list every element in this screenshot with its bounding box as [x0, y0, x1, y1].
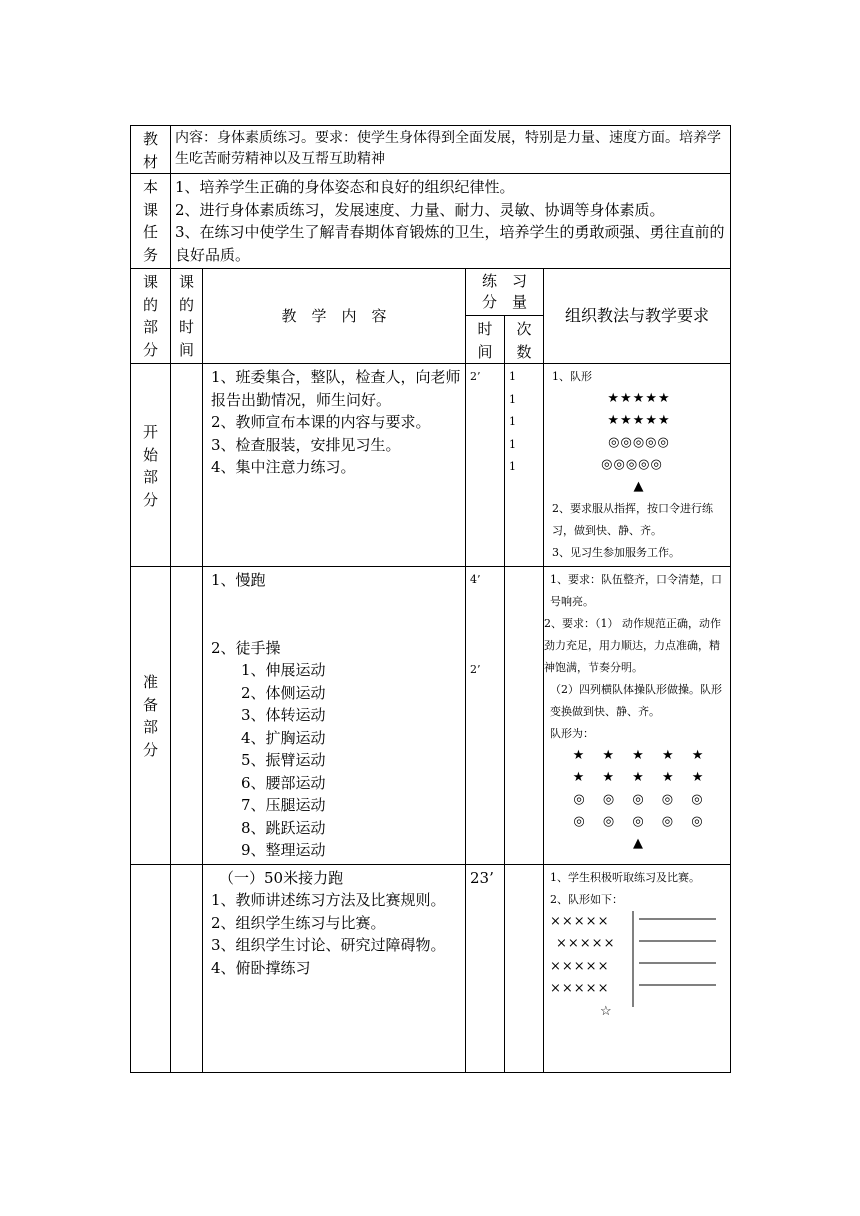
tasks-content: [171, 174, 731, 269]
start-content: [203, 364, 466, 567]
basic-item: 2、组织学生练习与比赛。: [211, 913, 386, 932]
start-method-note: 2、要求服从指挥，按口令进行练习，做到快、静、齐。: [552, 502, 713, 537]
lesson-plan-table: [130, 125, 731, 1073]
task-item: 3、在练习中使学生了解青春期体育锻炼的卫生，培养学生的勇敢顽强、勇往直前的良好品质。: [175, 223, 725, 264]
prep-formation: ★ ★ ★ ★ ★ ★ ★ ★ ★ ★ ◎ ◎ ◎ ◎ ◎ ◎ ◎ ◎ ◎ ◎ ▲: [572, 748, 704, 851]
start-item: 1、班委集合，整队，检查人，向老师报告出勤情况，师生问好。: [211, 368, 461, 409]
prep-method-note: （2）四列横队体操队形做操。队形变换做到快、静、齐。: [550, 683, 722, 718]
basic-title: （一）50米接力跑: [219, 868, 344, 887]
basic-practice-time: 23’: [466, 864, 505, 1072]
header-row: [131, 269, 731, 316]
start-time-cell: [171, 364, 203, 567]
material-row: [131, 126, 731, 174]
start-method: [544, 364, 731, 567]
relay-lanes: [630, 911, 730, 1007]
exercise-item: 2、体侧运动: [241, 683, 326, 702]
prep-jog: 1、慢跑: [211, 571, 266, 589]
tasks-row: [131, 174, 731, 269]
header-content: 教 学 内 容: [203, 269, 466, 364]
start-row: [131, 364, 731, 567]
basic-practice-count: [505, 864, 544, 1072]
start-item: 2、教师宣布本课的内容与要求。: [211, 413, 431, 431]
header-part: 课 的 部 分: [131, 269, 171, 364]
exercise-item: 8、跳跃运动: [241, 818, 326, 837]
exercise-item: 7、压腿运动: [241, 796, 326, 814]
start-item: 4、集中注意力练习。: [211, 458, 356, 476]
prep-practice-count: [505, 567, 544, 865]
prep-exercise: 2、徒手操: [211, 638, 281, 657]
relay-team-row: ×××××: [550, 913, 610, 929]
material-content: 内容：身体素质练习。要求：使学生身体得到全面发展，特别是力量、速度方面。培养学生吃苦耐劳精神以及互帮互助精神: [171, 126, 731, 174]
exercise-item: 9、整理运动: [241, 841, 326, 859]
prep-label: 准 备 部 分: [131, 567, 171, 865]
exercise-item: 5、振臂运动: [241, 751, 326, 769]
header-time: 课 的 时 间: [171, 269, 203, 364]
prep-method: [544, 567, 731, 865]
tasks-label: 本 课 任 务: [131, 174, 171, 269]
basic-time-cell: [171, 864, 203, 1072]
relay-team-row: ×××××: [550, 981, 610, 996]
exercise-item: 6、腰部运动: [241, 773, 326, 792]
prep-method-note: 队形为：: [550, 727, 594, 740]
start-item: 3、检查服装，安排见习生。: [211, 435, 401, 454]
start-method-note: 3、见习生参加服务工作。: [552, 546, 680, 559]
prep-method-note: 2、要求：（1） 动作规范正确，动作劲力充足，用力顺达，力点准确，精神饱满，节奏分明。: [544, 617, 721, 674]
exercise-item: 1、伸展运动: [241, 661, 326, 679]
relay-team-row: ×××××: [550, 958, 610, 974]
basic-method: [544, 864, 731, 1072]
basic-label: [131, 864, 171, 1072]
start-label: 开 始 部 分: [131, 364, 171, 567]
prep-row: [131, 567, 731, 865]
basic-content: [203, 864, 466, 1072]
start-method-title: 1、队形: [552, 370, 592, 383]
prep-method-note: 1、要求：队伍整齐，口令清楚，口号响亮。: [550, 573, 722, 608]
material-label: 教 材: [131, 126, 171, 174]
basic-method-note: 2、队形如下：: [550, 892, 623, 906]
prep-practice-time: 4’ 2’: [466, 567, 505, 865]
task-item: 1、培养学生正确的身体姿态和良好的组织纪律性。: [175, 178, 515, 196]
header-practice-time: 时 间: [466, 316, 505, 364]
exercise-item: 4、扩胸运动: [241, 728, 326, 747]
start-formation: ★★★★★ ★★★★★ ◎◎◎◎◎ ◎◎◎◎◎ ▲: [601, 391, 671, 494]
header-practice: 练 习 分 量: [466, 269, 544, 316]
prep-content: [203, 567, 466, 865]
relay-formation: [550, 911, 726, 1031]
task-item: 2、进行身体素质练习，发展速度、力量、耐力、灵敏、协调等身体素质。: [175, 200, 665, 219]
relay-team-row: ×××××: [556, 936, 616, 951]
header-practice-count: 次 数: [505, 316, 544, 364]
basic-item: 4、俯卧撑练习: [211, 958, 311, 977]
basic-method-note: 1、学生积极听取练习及比赛。: [550, 870, 700, 884]
basic-item: 1、教师讲述练习方法及比赛规则。: [211, 891, 446, 909]
prep-time-cell: [171, 567, 203, 865]
exercise-item: 3、体转运动: [241, 706, 326, 724]
teacher-mark: ☆: [600, 1003, 613, 1019]
basic-row: [131, 864, 731, 1072]
prep-exercise-list: [211, 659, 461, 862]
header-method: 组织教法与教学要求: [544, 269, 731, 364]
start-practice-time: 2’: [466, 364, 505, 567]
start-practice-count: 1 1 1 1 1: [505, 364, 544, 567]
basic-item: 3、组织学生讨论、研究过障碍物。: [211, 936, 446, 954]
